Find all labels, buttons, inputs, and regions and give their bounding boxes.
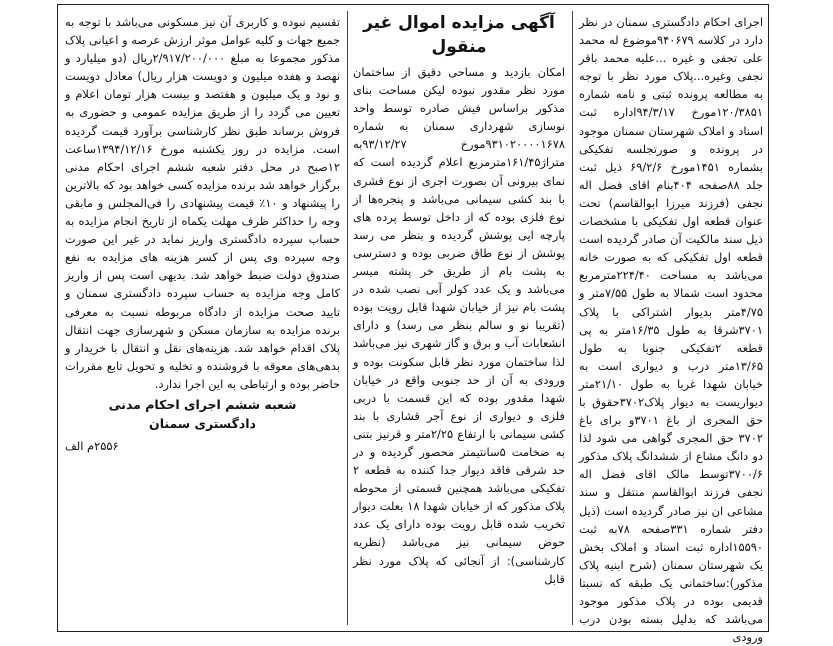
notice-column-right — [579, 13, 763, 646]
column-divider-right — [572, 11, 573, 625]
notice-code: ۲۵۵۶م الف — [65, 438, 119, 453]
notice-text-right: اجرای احکام دادگستری سمنان در نظر دارد در کلاسه ۹۴۰۶۷۹موضوع له محمد علی تجفی و غیره ...علیه محمد باقر نجفی وغیره...پلاک مورد نظر با توجه به مطالعه پرونده ثبتی و نامه شماره ۱۲۰/۳۸۵۱مورخ ۹۴/۳/۱۷اداره ثبت اسناد و املاک شهرستان سمنان موجود در پرونده و صورتجلسه تفکیکی بشماره ۱۴۵۱مورخ ۶۹/۲/۶ ذیل ثبت جلد ۸۸صفحه ۴۰۴بنام اقای فضل اله نجفی (فرزند میرزا ابوالقاسم) تحت عنوان قطعه اول تفکیکی با مشخصات ذیل سند مالکیت آن صادر گردیده است قطعه اول تفکیکی که به صورت خانه می‌باشد به مساحت ۲۲۴/۴۰مترمربع محدود است شمالا به طول ۷/۵۵متر و ۴/۷۵متر بدیوار اشتراکی با پلاک ۳۷۰۱شرقا به طول ۱۶/۳۵متر به پی قطعه ۲تفکیکی جنوبا به طول ۱۳/۶۵متر درب و دیواری است به خیابان شهدا غربا به طول ۲۱/۱۰متر دیواریست به دیوار پلاک۳۷۰۲حقوق با حق المجری از باغ ۳۷۰۱و برای باغ ۳۷۰۲ حق المجری گواهی می شود لذا دو دانگ مشاع از ششدانگ پلاک مذکور ۳۷۰۰/۶توسط مالک اقای فضل اله نجفی فرزند ابوالقاسم منتقل و سند مشاعی ان نیز صادر گردیده است (ذیل دفتر شماره ۳۳۱صفحه ۷۸به ثبت ۱۵۵۹۰اداره ثبت اسناد و املاک بخش یک شهرستان سمنان (شرح ابنیه پلاک مذکور):ساختمانی یک طبقه که نسبتا قدیمی بوده در پلاک مذکور موجود می‌باشد که بدلیل بسته بودن درب ورودی — [579, 15, 764, 645]
notice-text-left: تقسیم نبوده و کاربری آن نیز مسکونی می‌باشد با توجه به جمیع جهات و کلیه عوامل موثر ارزش عرصه و اعیانی پلاک مذکور مجموعا به مبلغ ۲/۹۱۷/۲۰۰/۰۰۰ریال (دو میلیارد و نهصد و هفده میلیون و دویست هزار ریال) معادل دویست و نود و یک میلیون و هفتصد و بیست هزار تومان اعلام و تعیین می گردد را از طریق مزایده عمومی و حضوری به فروش برساند طبق نظر کارشناسی برآورد قیمت گردیده است. مزایده در روز یکشنبه مورخ ۱۳۹۴/۱۲/۱۶ساعت ۱۲صبح در محل دفتر شعبه ششم اجرای احکام مدنی برگزار خواهد شد برنده مزایده کسی خواهد بود که بالاترین را پیشنهاد و ۱۰٪ قیمت پیشنهادی را فی‌المجلس و مابقی وجه را حداکثر ظرف مهلت یکماه از تاریخ انجام مزایده به حساب سپرده دادگستری واریز نماید در غیر این صورت وجه سپرده وی پس از کسر هزینه های مزایده به نفع صندوق دولت ضبط خواهد شد. بدیهی است پس از واریز کامل وجه مزایده به حساب سپرده دادگستری سمنان و تایید صحت مزایده از دادگاه مربوطه نسبت به معرفی برنده مزایده به سازمان مسکن و شهرسازی جهت انتقال پلاک اقدام خواهد شد. هزینه‌های نقل و انتقال با خریدار و بدهی‌های معوقه با فروشنده و تخلیه و تحویل تابع مقررات حاضر بوده و ارتباطی به این اجرا ندارد. — [65, 15, 340, 391]
notice-column-left — [65, 13, 340, 455]
notice-title: آگهی مزایده اموال غیر منقول — [363, 13, 555, 57]
notice-column-middle — [353, 11, 565, 588]
notice-frame — [57, 4, 769, 645]
notice-text-middle: امکان بازدید و مساحی دقیق از ساختمان مورد نظر مقدور نبوده لیکن مساحت بنای مذکور براساس فیش صادره توسط واحد نوسازی شهرداری سمنان به شماره ۹۳۱۰۲۰۰۰۰۱۶۷۸مورخ ۹۳/۱۲/۲۷به متراژ۱۶۱/۴۵مترمربع اعلام گردیده است که نمای بیرونی آن بصورت اجری از نوع قشری با بند کشی سیمانی می‌باشد و پنجره‌ها از نوع فلزی بوده که از داخل توسط پرده های پارچه ایی پوشش گردیده و بنظر می رسد پوشش از نوع طاق ضربی بوده و دسترسی به پشت بام از طریق خر پشته میسر می‌باشد و یک عدد کولر آبی نصب شده در پشت بام نیز از خیابان شهدا قابل رویت بوده (تقریبا نو و سالم بنظر می رسد) و دارای انشعابات آب و برق و گاز شهری نیز می‌باشد لذا ساختمان مورد نظر قابل سکونت بوده و ورودی به آن از حد جنوبی واقع در خیابان شهدا مقدور بوده که این قسمت با دربی فلزی و دیواری از نوع آجر قشاری با بند کشی سیمانی با ارتفاع ۲/۲۵متر و قرنیز بتنی به ضخامت ۵سانتیمتر محصور گردیده و در حد شرقی فاقد دیوار جدا کننده به قطعه ۲ تفکیکی می‌باشد همچنین قسمتی از محوطه پلاک مذکور که از خیابان شهدا ۱۸ بعلت دیوار تخریب شده قابل رویت بوده دارای یک عدد حوض سیمانی نیز می‌باشد (نظریه کارشناسی): از آنجائی که پلاک مورد نظر قابل — [353, 65, 565, 586]
signature-line-1: شعبه ششم اجرای احکام مدنی — [108, 396, 297, 412]
signature-block — [65, 395, 340, 433]
column-divider-left — [347, 11, 348, 625]
signature-line-2: دادگستری سمنان — [149, 415, 256, 431]
